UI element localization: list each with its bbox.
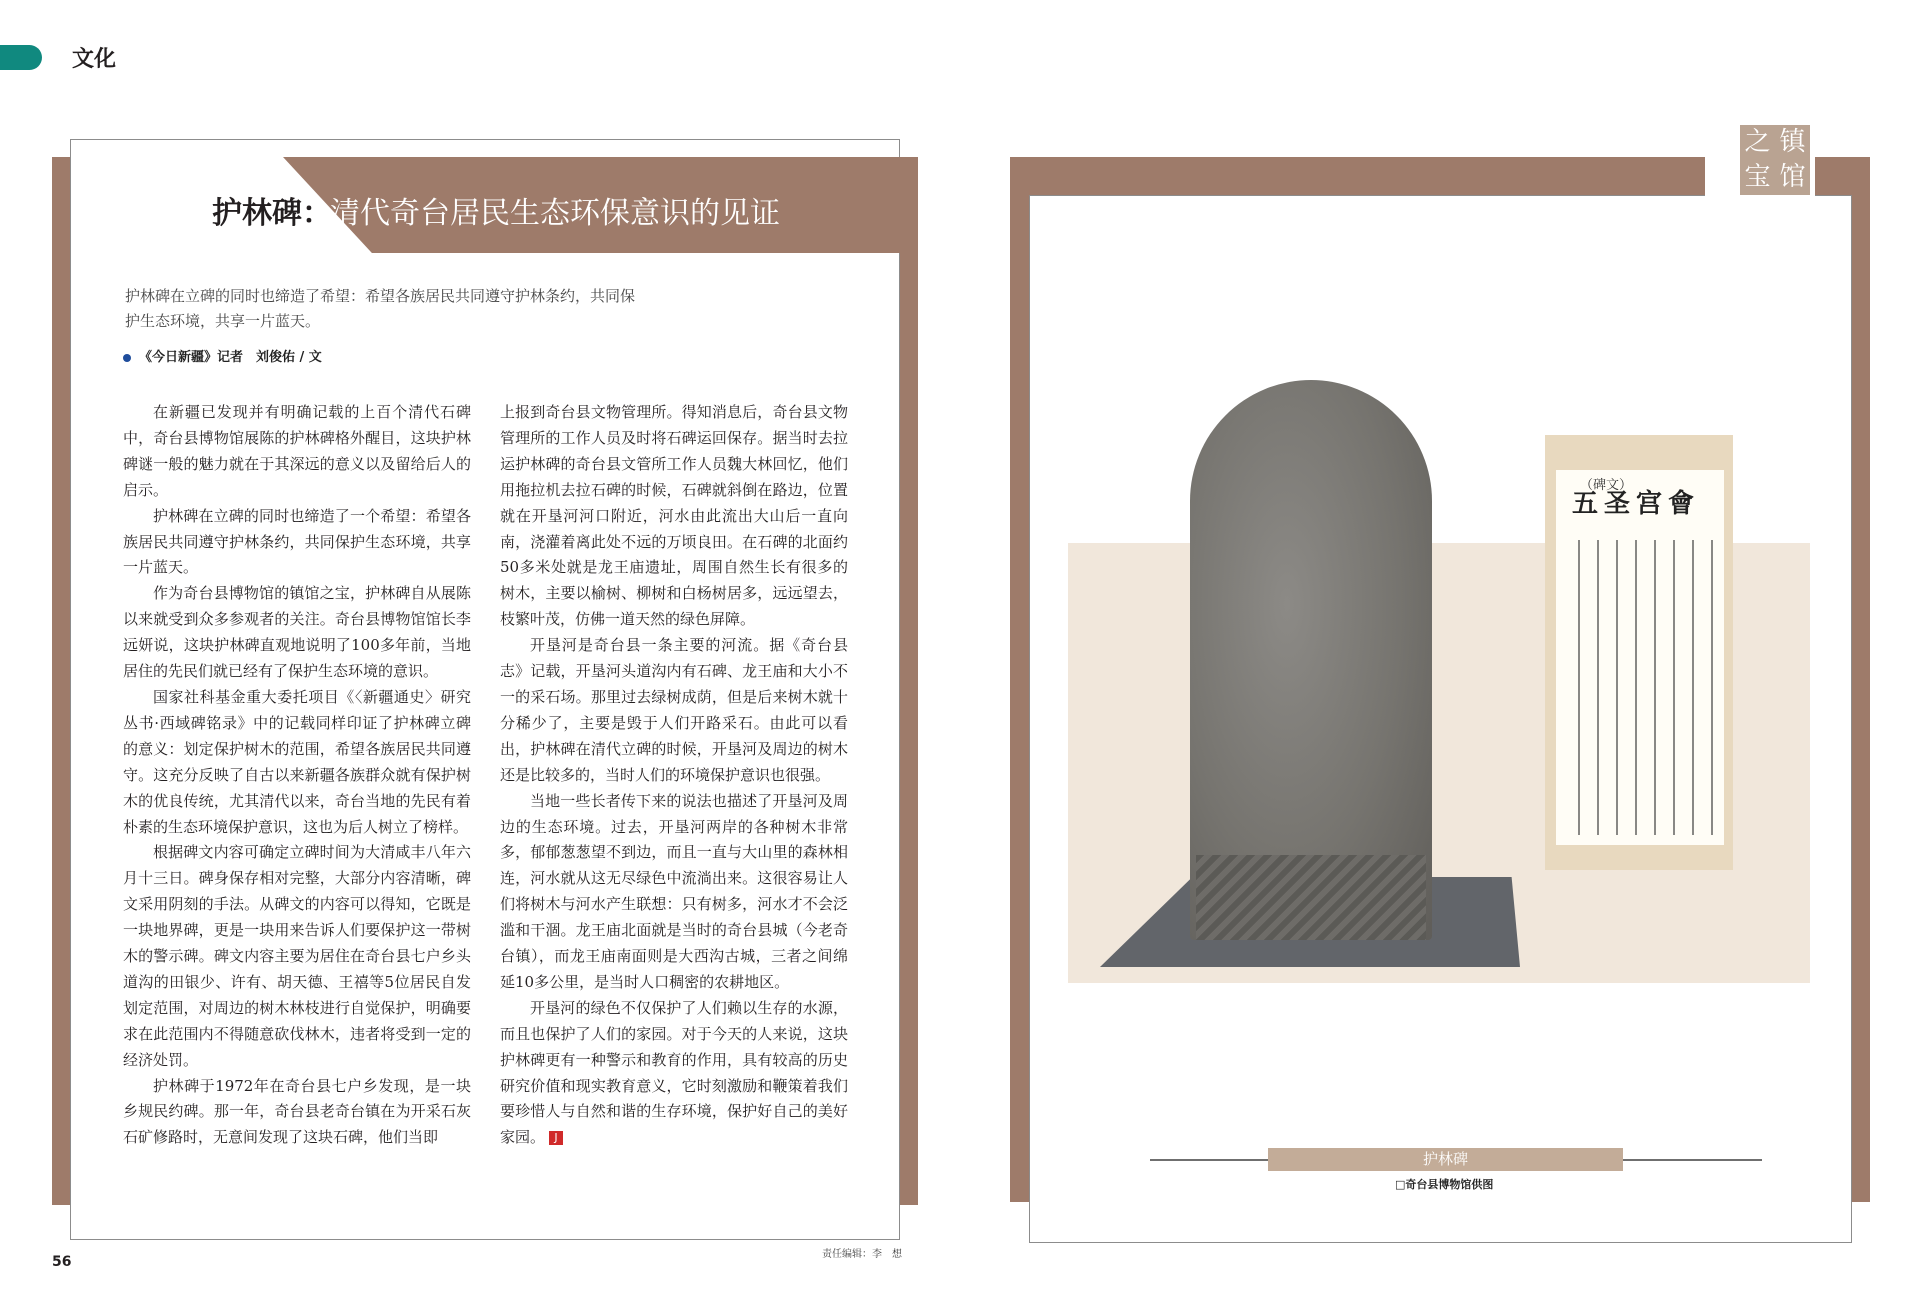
stele-base-pattern <box>1196 855 1426 940</box>
seal-char: 宝 <box>1744 162 1771 192</box>
byline-text: 《今日新疆》记者 刘俊佑 / 文 <box>139 350 322 365</box>
scroll-title: 五圣宫會 <box>1572 489 1701 519</box>
paragraph: 当地一些长者传下来的说法也描述了开垦河及周边的生态环境。过去，开垦河两岸的各种树木非常多，郁郁葱葱望不到边，而且一直与大山里的森林相连，河水就从这无尽绿色中流淌出来。这很容易让人们将树木与河水产生联想：只有树多，河水才不会泛滥和干涸。龙王庙北面就是当时的奇台县城（今老奇台镇），而龙王庙南面则是大西沟古城，三者之间绵延10多公里，是当时人口稠密的农耕地区。 <box>500 791 848 991</box>
byline <box>123 346 322 365</box>
article-column-1 <box>123 400 471 1151</box>
paragraph: 国家社科基金重大委托项目《〈新疆通史〉研究丛书·西域碑铭录》中的记载同样印证了护林碑立碑的意义：划定保护树木的范围，希望各族居民共同遵守。这充分反映了自古以来新疆各族群众就有保护树木的优良传统，尤其清代以来，奇台当地的先民有着朴素的生态环境保护意识，这也为后人树立了榜样。 <box>123 687 471 836</box>
paragraph: 作为奇台县博物馆的镇馆之宝，护林碑自从展陈以来就受到众多参观者的关注。奇台县博物馆馆长李远妍说，这块护林碑直观地说明了100多年前，当地居住的先民们就已经有了保护生态环境的意识。 <box>123 584 471 681</box>
section-marker <box>0 45 42 70</box>
paragraph: 开垦河是奇台县一条主要的河流。据《奇台县志》记载，开垦河头道沟内有石碑、龙王庙和大小不一的采石场。那里过去绿树成荫，但是后来树木就十分稀少了，主要是毁于人们开路采石。由此可以看出，护林碑在清代立碑的时候，开垦河及周边的树木还是比较多的，当时人们的环境保护意识也很强。 <box>500 636 848 784</box>
seal-char: 馆 <box>1779 162 1806 192</box>
scroll-subtitle: （碑文） <box>1580 478 1633 493</box>
section-label: 文化 <box>72 47 117 72</box>
museum-treasure-seal <box>1740 125 1810 195</box>
end-mark-icon: J <box>549 1131 563 1145</box>
article-title-prefix: 护林碑： <box>212 196 332 231</box>
seal-char: 镇 <box>1779 127 1806 157</box>
paragraph: 根据碑文内容可确定立碑时间为大清咸丰八年六月十三日。碑身保存相对完整，大部分内容清晰，碑文采用阴刻的手法。从碑文的内容可以得知，它既是一块地界碑，更是一块用来告诉人们要保护这一带树木的警示碑。碑文内容主要为居住在奇台县七户乡头道沟的田银少、许有、胡天德、王禧等5位居民自发划定范围，对周边的树木林枝进行自觉保护，明确要求在此范围内不得随意砍伐林木，违者将受到一定的经济处罚。 <box>123 843 471 1069</box>
article-title: 清代奇台居民生态环保意识的见证 <box>330 196 780 231</box>
paragraph: 上报到奇台县文物管理所。得知消息后，奇台县文物管理所的工作人员及时将石碑运回保存。据当时去拉运护林碑的奇台县文管所工作人员魏大林回忆，他们用拖拉机去拉石碑的时候，石碑就斜倒在路边，位置就在开垦河河口附近，河水由此流出大山后一直向南，浇灌着离此处不远的万顷良田。在石碑的北面约50多米处就是龙王庙遗址，周围自然生长有很多的树木，主要以榆树、柳树和白杨树居多，远远望去，枝繁叶茂，仿佛一道天然的绿色屏障。 <box>500 403 848 629</box>
article-column-2 <box>500 400 848 1151</box>
page-number: 56 <box>52 1254 72 1270</box>
paragraph: 在新疆已发现并有明确记载的上百个清代石碑中，奇台县博物馆展陈的护林碑格外醒目，这块护林碑谜一般的魅力就在于其深远的意义以及留给后人的启示。 <box>123 403 471 499</box>
article-lead: 护林碑在立碑的同时也缔造了希望：希望各族居民共同遵守护林条约，共同保护生态环境，共享一片蓝天。 <box>125 287 636 330</box>
paragraph-text: 开垦河的绿色不仅保护了人们赖以生存的水源，而且也保护了人们的家园。对于今天的人来说，这块护林碑更有一种警示和教育的作用，具有较高的历史研究价值和现实教育意义，它时刻激励和鞭策着我们要珍惜人与自然和谐的生存环境，保护好自己的美好家园。 <box>500 998 848 1147</box>
paragraph <box>500 996 848 1151</box>
paragraph: 护林碑在立碑的同时也缔造了一个希望：希望各族居民共同遵守护林条约，共同保护生态环境，共享一片蓝天。 <box>123 506 471 577</box>
editor-credit: 责任编辑：李 想 <box>822 1249 902 1260</box>
photo-caption: 护林碑 <box>1268 1148 1623 1171</box>
photo-credit: □奇台县博物馆供图 <box>1395 1178 1494 1191</box>
paragraph: 护林碑于1972年在奇台县七户乡发现，是一块乡规民约碑。那一年，奇台县老奇台镇在为开采石灰石矿修路时，无意间发现了这块石碑，他们当即 <box>123 1076 471 1147</box>
byline-bullet <box>123 354 131 362</box>
seal-char: 之 <box>1744 127 1771 157</box>
calligraphy-text-image <box>1568 540 1714 835</box>
